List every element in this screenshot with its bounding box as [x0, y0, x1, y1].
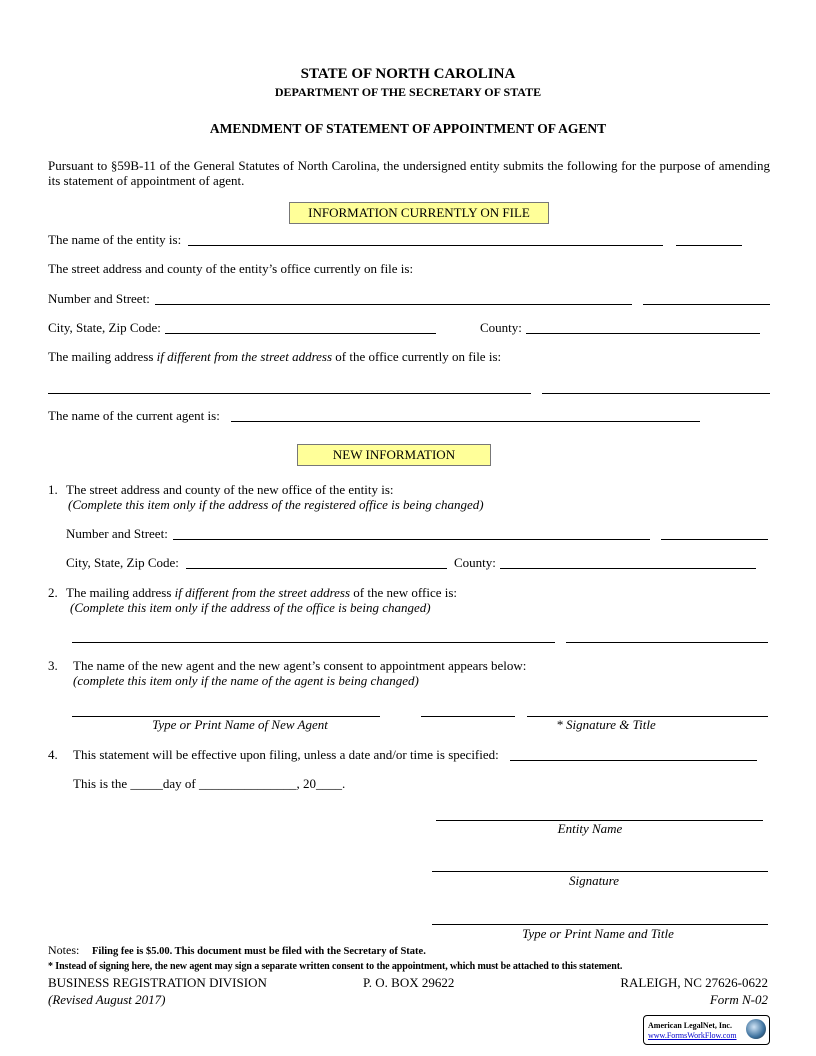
- item-4-text: This statement will be effective upon filing, unless a date and/or time is specified:: [73, 747, 499, 762]
- footer-po-box: P. O. BOX 29622: [363, 975, 455, 990]
- globe-icon: [746, 1019, 766, 1039]
- signature-field[interactable]: [432, 871, 768, 872]
- signature-caption: Signature: [568, 873, 620, 888]
- new-city-label: City, State, Zip Code:: [66, 555, 179, 570]
- item-1-text: The street address and county of the new office of the entity is:: [66, 482, 394, 497]
- current-agent-label: The name of the current agent is:: [48, 408, 220, 423]
- city-field[interactable]: [165, 333, 436, 334]
- footer-revised: (Revised August 2017): [48, 992, 166, 1007]
- number-street-field-2[interactable]: [643, 304, 770, 305]
- item-1-number: 1.: [48, 482, 58, 497]
- footer-form-number: Form N-02: [709, 992, 768, 1007]
- new-county-field[interactable]: [500, 568, 756, 569]
- new-mailing-field-2[interactable]: [566, 642, 768, 643]
- notes-fee: Filing fee is $5.00. This document must be filed with the Secretary of State.: [92, 946, 426, 957]
- mailing-address-field[interactable]: [48, 393, 531, 394]
- date-line[interactable]: This is the _____day of _______________, 20____.: [73, 776, 346, 791]
- agent-name-caption: Type or Print Name of New Agent: [152, 717, 328, 732]
- street-intro: The street address and county of the entity’s office currently on file is:: [48, 261, 414, 276]
- effective-date-field[interactable]: [510, 760, 757, 761]
- new-info-heading: NEW INFORMATION: [297, 444, 491, 466]
- item-2-note: (Complete this item only if the address of the office is being changed): [70, 600, 431, 615]
- item-2-text: The mailing address if different from the street address of the new office is:: [66, 585, 458, 600]
- american-legalnet-logo[interactable]: [643, 1015, 770, 1045]
- entity-name-field[interactable]: [188, 245, 663, 246]
- item-3-number: 3.: [48, 658, 58, 673]
- number-street-field[interactable]: [155, 304, 632, 305]
- intro-paragraph: Pursuant to §59B-11 of the General Statutes of North Carolina, the undersigned entity submits the following for the purpose of amending its statement of appointment of agent.: [48, 158, 770, 188]
- notes-label: Notes:: [48, 943, 80, 957]
- city-label: City, State, Zip Code:: [48, 320, 161, 335]
- form-title: AMENDMENT OF STATEMENT OF APPOINTMENT OF AGENT: [209, 121, 607, 136]
- new-mailing-field[interactable]: [72, 642, 555, 643]
- signature-title-caption: * Signature & Title: [556, 717, 656, 732]
- new-county-label: County:: [454, 555, 496, 570]
- entity-name-caption: Entity Name: [557, 821, 623, 836]
- new-number-street-field-2[interactable]: [661, 539, 768, 540]
- logo-url[interactable]: www.FormsWorkFlow.com: [648, 1031, 737, 1040]
- footer-division: BUSINESS REGISTRATION DIVISION: [48, 975, 267, 990]
- entity-name-label: The name of the entity is:: [48, 232, 182, 247]
- county-label: County:: [480, 320, 522, 335]
- notes-consent: * Instead of signing here, the new agent may sign a separate written consent to the appointment, which must be attached to this statement.: [48, 961, 623, 972]
- entity-name-field-2[interactable]: [676, 245, 742, 246]
- item-4-number: 4.: [48, 747, 58, 762]
- item-3-text: The name of the new agent and the new agent’s consent to appointment appears below:: [73, 658, 527, 673]
- state-title: STATE OF NORTH CAROLINA: [300, 66, 516, 82]
- footer-city: RALEIGH, NC 27626-0622: [620, 975, 768, 990]
- print-name-title-field[interactable]: [432, 924, 768, 925]
- print-name-caption: Type or Print Name and Title: [522, 926, 674, 941]
- new-number-street-field[interactable]: [173, 539, 650, 540]
- mailing-address-label: The mailing address if different from the street address of the office currently on file is:: [48, 349, 502, 364]
- county-field[interactable]: [526, 333, 760, 334]
- current-agent-field[interactable]: [231, 421, 700, 422]
- current-info-heading: INFORMATION CURRENTLY ON FILE: [289, 202, 549, 224]
- item-3-note: (complete this item only if the name of the agent is being changed): [73, 673, 419, 688]
- item-2-number: 2.: [48, 585, 58, 600]
- logo-company: American LegalNet, Inc.: [648, 1021, 732, 1030]
- mailing-address-field-2[interactable]: [542, 393, 770, 394]
- new-number-street-label: Number and Street:: [66, 526, 168, 541]
- number-street-label: Number and Street:: [48, 291, 150, 306]
- item-1-note: (Complete this item only if the address of the registered office is being changed): [68, 497, 484, 512]
- new-agent-extra-field[interactable]: [421, 716, 515, 717]
- department-title: DEPARTMENT OF THE SECRETARY OF STATE: [274, 85, 542, 99]
- new-city-field[interactable]: [186, 568, 447, 569]
